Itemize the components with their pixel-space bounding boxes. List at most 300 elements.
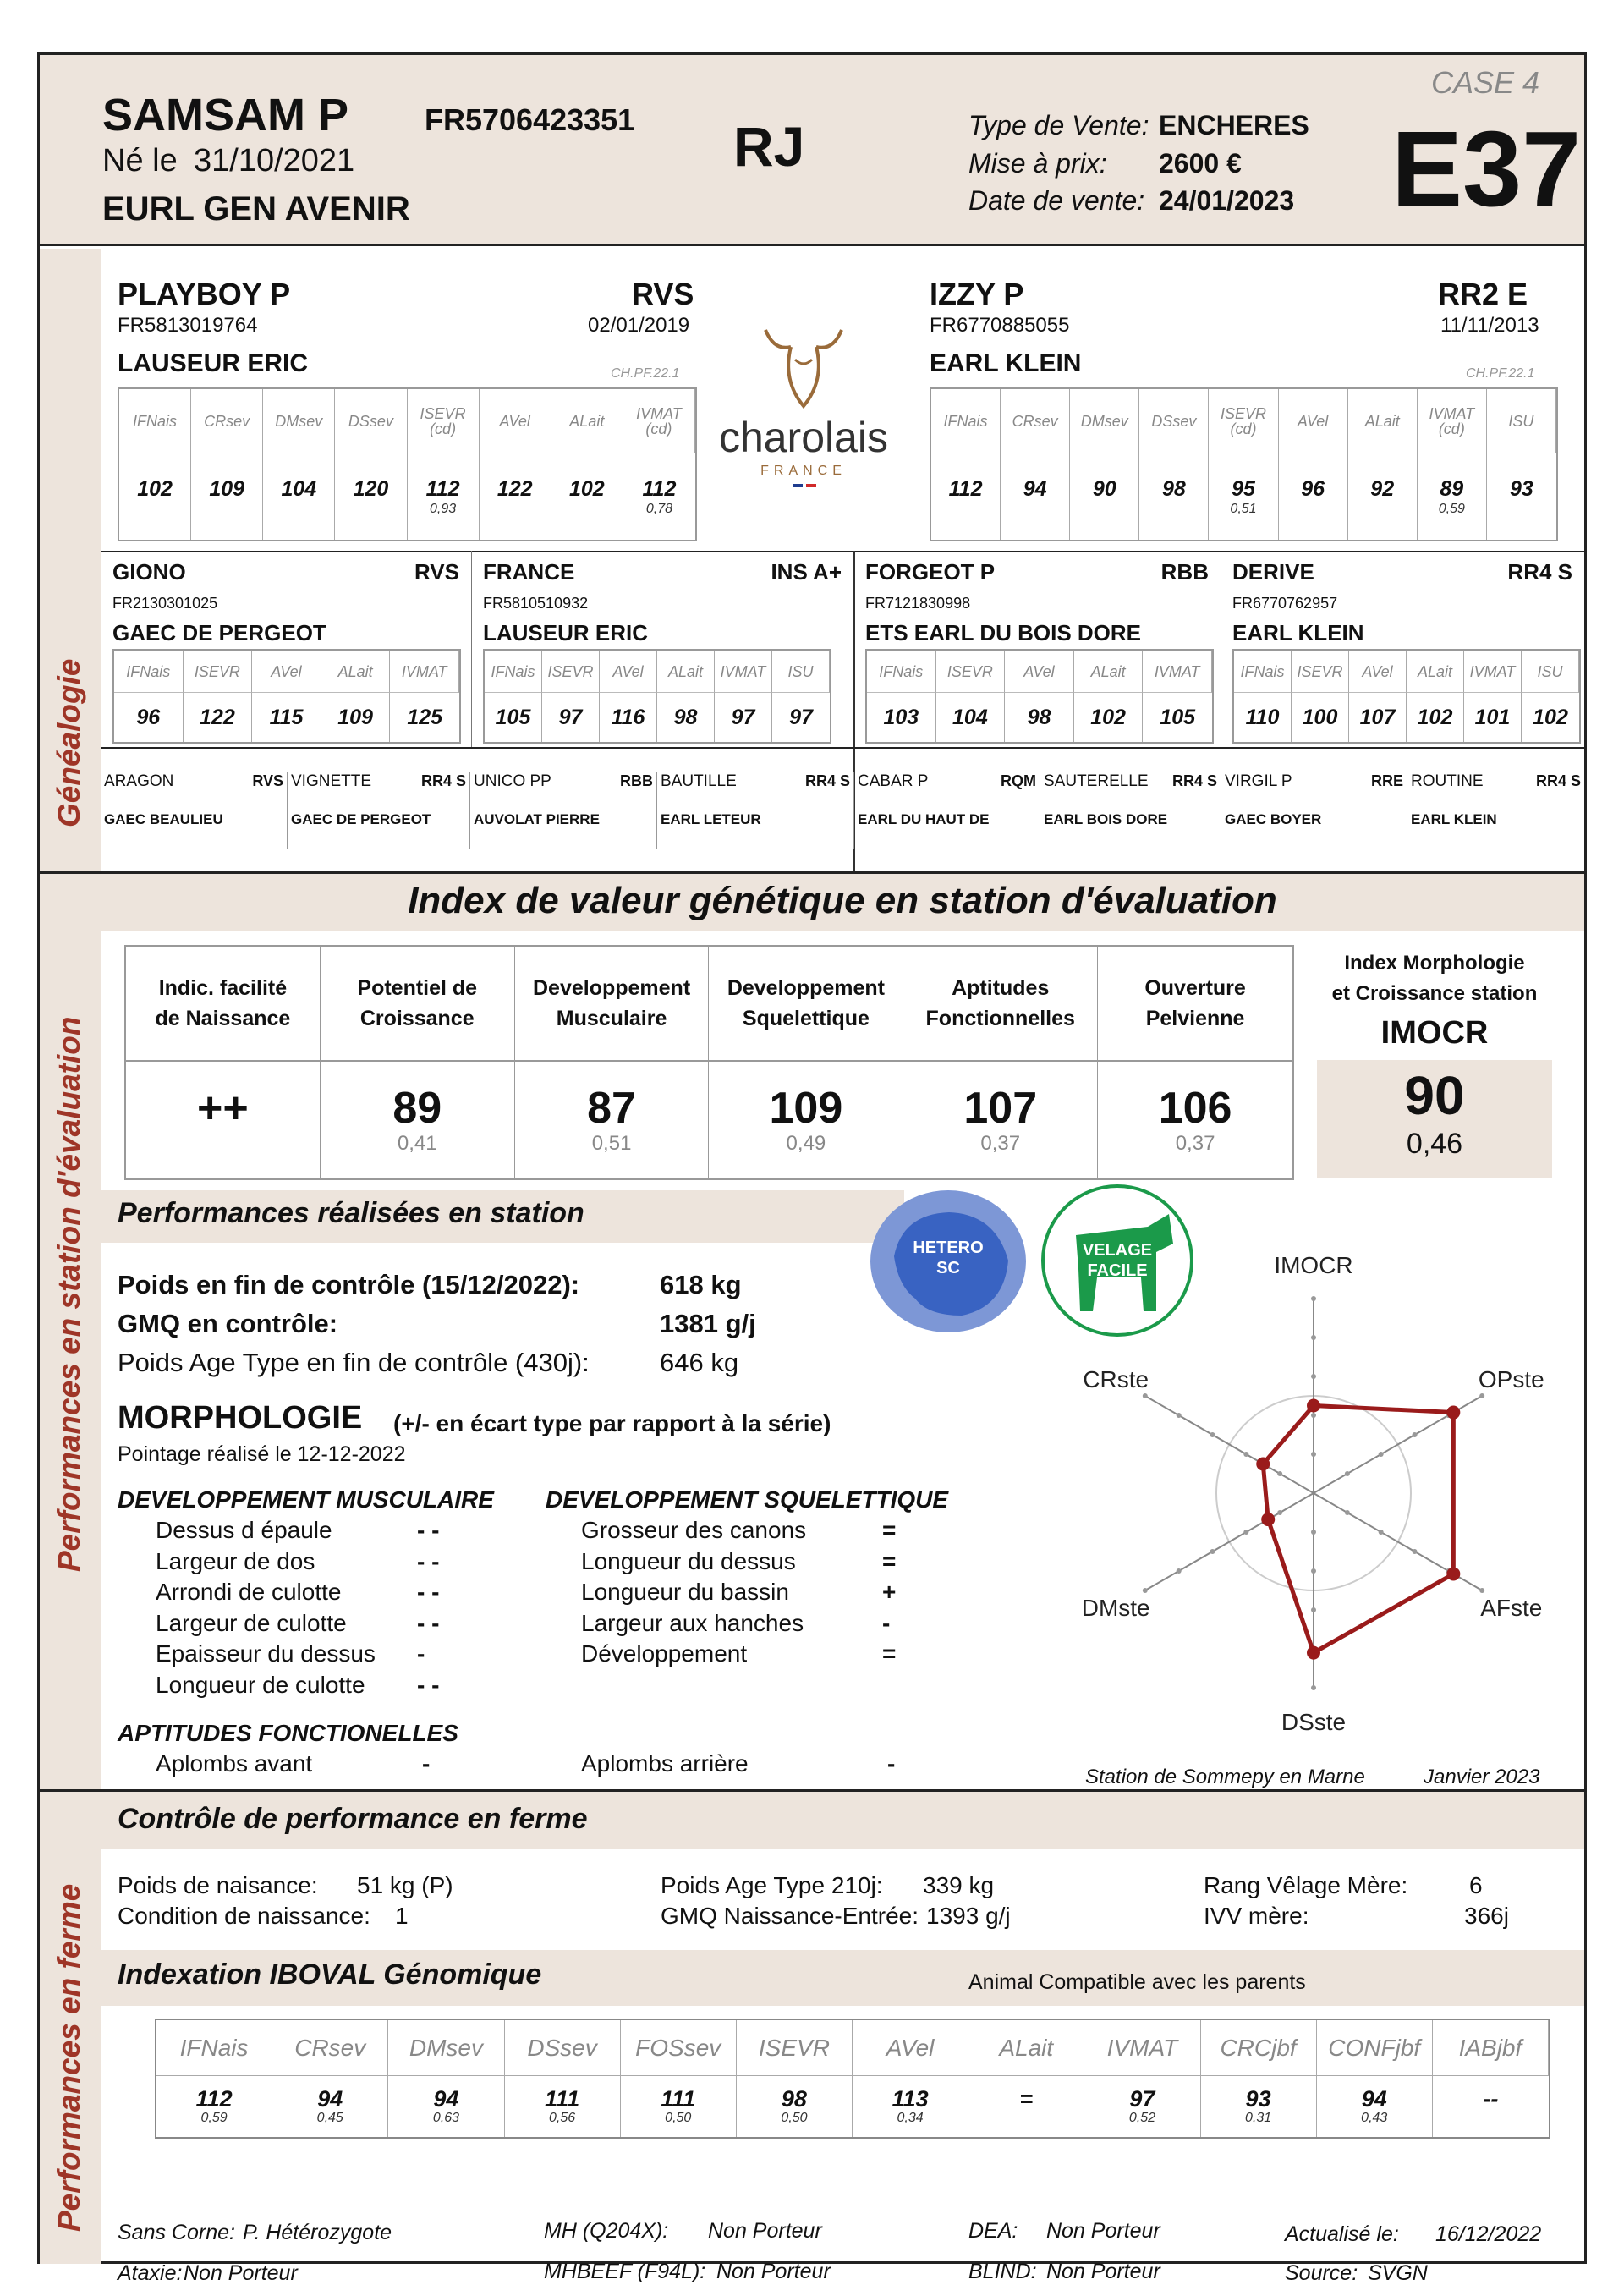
station-head: Potentiel de Croissance bbox=[321, 947, 515, 1062]
radar-tick bbox=[1243, 1452, 1248, 1457]
radar-tick bbox=[1479, 1393, 1484, 1398]
index-head bbox=[114, 651, 184, 693]
index-cell bbox=[408, 453, 480, 540]
index-head bbox=[1005, 651, 1074, 693]
perf-label: Poids en fin de contrôle (15/12/2022): bbox=[118, 1270, 580, 1299]
index-head bbox=[1001, 389, 1070, 453]
iboval-value: 112 bbox=[195, 2085, 233, 2112]
ferme-label: Condition de naissance: bbox=[118, 1903, 370, 1929]
radar-tick bbox=[1345, 1471, 1350, 1476]
iboval-table bbox=[155, 2019, 1550, 2139]
index-cell bbox=[1418, 453, 1487, 540]
morpho-value: + bbox=[882, 1579, 897, 1605]
index-cd bbox=[513, 502, 516, 517]
index-cell bbox=[1348, 453, 1418, 540]
morpho-value: - bbox=[417, 1640, 425, 1667]
index-head-label: IFNais bbox=[491, 662, 535, 680]
morpho-label: Largeur de culotte bbox=[156, 1609, 347, 1636]
morpho-label: Développement bbox=[581, 1640, 748, 1667]
index-cd bbox=[1311, 502, 1314, 517]
index-cd bbox=[369, 502, 372, 517]
gp-qualif: RR4 S bbox=[1507, 559, 1572, 585]
morpho-value: - - bbox=[417, 1671, 440, 1698]
radar-axis-label: AFste bbox=[1480, 1595, 1543, 1621]
index-cell bbox=[191, 453, 263, 540]
station-cd: 0,37 bbox=[980, 1132, 1021, 1155]
index-head bbox=[1074, 651, 1144, 693]
sire-ch: CH.PF.22.1 bbox=[611, 366, 680, 381]
iboval-cd: 0,63 bbox=[432, 2110, 459, 2125]
radar-point bbox=[1307, 1399, 1320, 1413]
iboval-head-label: ALait bbox=[999, 2034, 1054, 2061]
index-head-label: ALait bbox=[569, 412, 605, 430]
index-head-label: IFNais bbox=[1240, 662, 1285, 680]
iboval-head-label: AVel bbox=[886, 2034, 935, 2061]
date-label: Date de vente: bbox=[968, 185, 1145, 216]
morpho-value: = bbox=[882, 1517, 897, 1543]
ggp-owner: GAEC DE PERGEOT bbox=[291, 811, 431, 827]
ggp-cell bbox=[1040, 772, 1221, 849]
animal-name: SAMSAM P bbox=[102, 90, 349, 140]
morpho-label: Aplombs avant bbox=[156, 1750, 313, 1777]
gp-index-table bbox=[483, 649, 831, 744]
index-cell bbox=[1139, 453, 1209, 540]
ggp-cell bbox=[1221, 772, 1407, 849]
index-value: 102 bbox=[568, 476, 605, 501]
morpho-label: Grosseur des canons bbox=[581, 1517, 807, 1543]
ferme-label: IVV mère: bbox=[1204, 1903, 1309, 1929]
imocr-label: IMOCR bbox=[1380, 1015, 1489, 1051]
index-head bbox=[1418, 389, 1487, 453]
radar-point bbox=[1307, 1646, 1320, 1660]
index-value: 110 bbox=[1245, 705, 1280, 729]
index-value: 112 bbox=[642, 476, 677, 501]
index-head bbox=[551, 389, 623, 453]
radar-tick bbox=[1379, 1452, 1384, 1457]
ggp-cell bbox=[1407, 772, 1584, 849]
index-cell bbox=[772, 693, 830, 742]
station-name: Station de Sommepy en Marne bbox=[1085, 1766, 1365, 1788]
gp-qualif: RBB bbox=[1160, 559, 1209, 585]
index-head bbox=[931, 389, 1001, 453]
station-index-table bbox=[124, 945, 1294, 1180]
perf-title: Performances réalisées en station bbox=[118, 1197, 584, 1229]
ggp-name: CABAR P bbox=[858, 772, 929, 790]
index-cell bbox=[1464, 693, 1522, 742]
index-value: 101 bbox=[1474, 705, 1511, 729]
station-cell bbox=[126, 1062, 321, 1178]
index-head-label: AVel bbox=[1362, 662, 1393, 680]
radar-point bbox=[1446, 1567, 1460, 1580]
iboval-cd: 0,52 bbox=[1128, 2110, 1155, 2125]
index-cell bbox=[1209, 453, 1278, 540]
index-cd: 0,78 bbox=[645, 501, 672, 516]
iboval-value: 111 bbox=[545, 2085, 580, 2112]
logo-brand: charolais bbox=[718, 414, 889, 461]
ferme-value: 366j bbox=[1464, 1903, 1509, 1929]
iboval-cd bbox=[1489, 2111, 1492, 2126]
imocr-title: Index Morphologie et Croissance station bbox=[1331, 952, 1538, 1005]
morpho-value: = bbox=[882, 1547, 897, 1574]
radar-axis-label: DSste bbox=[1281, 1709, 1347, 1735]
radar-point bbox=[1256, 1458, 1270, 1471]
radar-tick bbox=[1210, 1432, 1215, 1437]
index-cell bbox=[1143, 693, 1212, 742]
hetero-text: HETERO SC bbox=[913, 1239, 984, 1277]
perf-label: Poids Age Type en fin de contrôle (430j): bbox=[118, 1348, 590, 1377]
index-cd: 0,59 bbox=[1438, 501, 1465, 516]
index-value: 89 bbox=[1440, 476, 1464, 501]
index-head-label: IFNais bbox=[879, 662, 924, 680]
iboval-head bbox=[1084, 2020, 1200, 2076]
iboval-value: 94 bbox=[317, 2085, 343, 2112]
iboval-cell bbox=[737, 2076, 853, 2137]
index-head bbox=[1292, 651, 1349, 693]
imocr-value: 90 bbox=[1404, 1065, 1465, 1126]
perf-label: GMQ en contrôle: bbox=[118, 1309, 338, 1338]
index-cell bbox=[480, 453, 551, 540]
radar-tick bbox=[1311, 1413, 1316, 1418]
station-band bbox=[40, 874, 101, 1789]
bull-head-icon bbox=[698, 313, 909, 415]
ferme-value: 6 bbox=[1469, 1872, 1483, 1898]
index-value: 96 bbox=[136, 705, 161, 729]
morpho-label: Largeur aux hanches bbox=[581, 1609, 804, 1636]
iboval-cell bbox=[1201, 2076, 1317, 2137]
index-cell bbox=[600, 693, 657, 742]
iboval-head bbox=[388, 2020, 504, 2076]
gp-name: GIONO bbox=[112, 559, 186, 585]
ferme-label: Performances en ferme bbox=[52, 1883, 86, 2232]
gp-owner: ETS EARL DU BOIS DORE bbox=[865, 620, 1142, 645]
index-head-label: ALait bbox=[667, 662, 704, 680]
ggp-owner: GAEC BOYER bbox=[1225, 811, 1322, 827]
iboval-value: 98 bbox=[781, 2085, 807, 2112]
dm-title: DEVELOPPEMENT MUSCULAIRE bbox=[118, 1486, 494, 1513]
certificate bbox=[37, 52, 1587, 2285]
imocr-cd: 0,46 bbox=[1406, 1128, 1463, 1160]
radar-tick bbox=[1143, 1393, 1148, 1398]
index-head bbox=[1279, 389, 1348, 453]
station-cd: 0,37 bbox=[1175, 1132, 1215, 1155]
animal-id: FR5706423351 bbox=[425, 102, 635, 137]
iboval-head bbox=[1201, 2020, 1317, 2076]
index-head-label: IVMAT bbox=[1469, 662, 1516, 680]
index-cell bbox=[390, 693, 459, 742]
index-head-label: DMsev bbox=[275, 412, 323, 430]
index-head bbox=[1209, 389, 1278, 453]
header bbox=[40, 55, 1584, 246]
lot-number: E37 bbox=[1391, 109, 1582, 228]
ferme-label: Poids de naisance: bbox=[118, 1872, 318, 1898]
ggp-cell bbox=[469, 772, 656, 849]
index-value: 100 bbox=[1302, 705, 1338, 729]
index-value: 97 bbox=[789, 705, 813, 729]
perf-value: 1381 g/j bbox=[660, 1309, 756, 1338]
station-date: Janvier 2023 bbox=[1424, 1766, 1540, 1788]
index-head-label: AVel bbox=[499, 412, 530, 430]
index-cd bbox=[1172, 502, 1176, 517]
index-value: 102 bbox=[137, 476, 173, 501]
station-value: 89 bbox=[392, 1084, 442, 1133]
station-head: Ouverture Pelvienne bbox=[1098, 947, 1292, 1062]
index-cd bbox=[1380, 502, 1384, 517]
gp-id: FR5810510932 bbox=[483, 595, 589, 612]
index-cell bbox=[321, 693, 391, 742]
radar-tick bbox=[1311, 1685, 1316, 1690]
index-cd: 0,93 bbox=[429, 501, 457, 516]
index-cd bbox=[585, 502, 589, 517]
ferme-label: GMQ Naissance-Entrée: bbox=[661, 1903, 919, 1929]
iboval-cd: 0,50 bbox=[781, 2110, 808, 2125]
footer-value: Non Porteur bbox=[708, 2219, 822, 2243]
index-head-label: ALait bbox=[1417, 662, 1453, 680]
iboval-head bbox=[272, 2020, 388, 2076]
radar-tick bbox=[1311, 1568, 1316, 1574]
index-cell bbox=[335, 453, 407, 540]
index-value: 93 bbox=[1510, 476, 1533, 501]
ggp-owner: AUVOLAT PIERRE bbox=[474, 811, 600, 827]
radar-tick bbox=[1177, 1568, 1182, 1574]
index-cell bbox=[1292, 693, 1349, 742]
iboval-value: 93 bbox=[1245, 2085, 1271, 2112]
station-cd bbox=[220, 1132, 226, 1156]
station-cell bbox=[515, 1062, 710, 1178]
iboval-cell bbox=[1433, 2076, 1549, 2137]
iboval-cell bbox=[388, 2076, 504, 2137]
iboval-title: Indexation IBOVAL Génomique bbox=[118, 1958, 542, 1991]
vente-label: Type de Vente: bbox=[968, 110, 1149, 140]
footer-value: SVGN bbox=[1368, 2261, 1428, 2285]
ferme-value: 339 kg bbox=[923, 1872, 995, 1898]
iboval-value: 94 bbox=[433, 2085, 459, 2112]
index-head-label: ALait bbox=[337, 662, 373, 680]
index-cell bbox=[184, 693, 253, 742]
index-head-label: ISU bbox=[787, 662, 814, 680]
flag-red bbox=[806, 484, 816, 487]
index-cd bbox=[297, 502, 300, 517]
radar-axis-label: CRste bbox=[1083, 1366, 1149, 1392]
iboval-head bbox=[1317, 2020, 1433, 2076]
dam-date: 11/11/2013 bbox=[1440, 314, 1539, 337]
gp-index-table bbox=[1232, 649, 1581, 744]
morpho-label: Longueur du bassin bbox=[581, 1579, 789, 1605]
radar-chart bbox=[1012, 1222, 1554, 1832]
iboval-head-label: FOSsev bbox=[635, 2034, 721, 2061]
ggp-cell bbox=[853, 772, 1040, 849]
born-date: 31/10/2021 bbox=[194, 143, 355, 179]
iboval-head-label: ISEVR bbox=[758, 2034, 830, 2061]
breeder-name: EURL GEN AVENIR bbox=[102, 190, 410, 228]
radar-axis bbox=[1145, 1396, 1314, 1493]
sire-owner: LAUSEUR ERIC bbox=[118, 349, 309, 377]
index-value: 98 bbox=[1027, 705, 1051, 729]
iboval-cd: 0,43 bbox=[1361, 2110, 1388, 2125]
index-head-label: DSsev bbox=[1151, 412, 1197, 430]
index-head bbox=[657, 651, 715, 693]
index-cd bbox=[1033, 502, 1036, 517]
morpho-value: - bbox=[422, 1750, 431, 1777]
station-cell bbox=[321, 1062, 515, 1178]
divider bbox=[101, 551, 1584, 552]
index-head bbox=[1464, 651, 1522, 693]
station-head: Aptitudes Fonctionnelles bbox=[903, 947, 1098, 1062]
index-head-label: ISU bbox=[1537, 662, 1563, 680]
index-head bbox=[1349, 651, 1407, 693]
iboval-head bbox=[968, 2020, 1084, 2076]
index-head bbox=[867, 651, 936, 693]
footer-label: MH (Q204X): bbox=[544, 2219, 669, 2243]
index-head-label: AVel bbox=[612, 662, 644, 680]
born-label: Né le bbox=[102, 143, 178, 179]
footer-label: DEA: bbox=[968, 2219, 1018, 2243]
ggp-qualif: RRE bbox=[1370, 772, 1403, 789]
footer-label: MHBEEF (F94L): bbox=[544, 2260, 706, 2283]
station-head: Developpement Musculaire bbox=[515, 947, 710, 1062]
prix-value: 2600 € bbox=[1159, 148, 1242, 179]
index-head bbox=[623, 389, 695, 453]
morpho-label: Largeur de dos bbox=[156, 1547, 315, 1574]
iboval-cd bbox=[1024, 2111, 1028, 2126]
morpho-value: - bbox=[882, 1609, 891, 1636]
index-head bbox=[191, 389, 263, 453]
ggp-name: VIRGIL P bbox=[1225, 772, 1292, 790]
index-cd bbox=[1520, 502, 1523, 517]
morpho-label: Longueur de culotte bbox=[156, 1671, 365, 1698]
morpho-value: - bbox=[887, 1750, 896, 1777]
iboval-head-label: IVMAT bbox=[1106, 2034, 1178, 2061]
index-head bbox=[1487, 389, 1556, 453]
index-value: 103 bbox=[883, 705, 919, 729]
footer-label: Source: bbox=[1285, 2261, 1358, 2285]
iboval-cell bbox=[1317, 2076, 1433, 2137]
footer-label: BLIND: bbox=[968, 2260, 1037, 2283]
dam-id: FR6770885055 bbox=[930, 314, 1070, 337]
iboval-cd: 0,45 bbox=[316, 2110, 343, 2125]
index-head bbox=[1348, 389, 1418, 453]
index-cell bbox=[1407, 693, 1464, 742]
index-head bbox=[1143, 651, 1212, 693]
radar-tick bbox=[1311, 1296, 1316, 1301]
station-cell bbox=[1098, 1062, 1292, 1178]
iboval-cell bbox=[505, 2076, 621, 2137]
morpho-label: Dessus d épaule bbox=[156, 1517, 332, 1543]
index-cell bbox=[1005, 693, 1074, 742]
ggp-qualif: RQM bbox=[1001, 772, 1036, 789]
ferme-title: Contrôle de performance en ferme bbox=[118, 1803, 588, 1835]
index-head bbox=[1522, 651, 1579, 693]
morpho-value: - - bbox=[417, 1517, 440, 1543]
index-value: 92 bbox=[1370, 476, 1395, 501]
index-value: 98 bbox=[1161, 476, 1186, 501]
iboval-head bbox=[1433, 2020, 1549, 2076]
radar-series bbox=[1263, 1406, 1453, 1653]
index-value: 109 bbox=[209, 476, 245, 501]
iboval-head-label: CONFjbf bbox=[1328, 2034, 1421, 2061]
iboval-cell bbox=[968, 2076, 1084, 2137]
index-value: 97 bbox=[558, 705, 583, 729]
iboval-cell bbox=[156, 2076, 272, 2137]
radar-tick bbox=[1479, 1588, 1484, 1593]
prix-label: Mise à prix: bbox=[968, 148, 1107, 179]
gp-id: FR2130301025 bbox=[112, 595, 218, 612]
imocr-box bbox=[1317, 1060, 1552, 1178]
station-title: Index de valeur génétique en station d'évaluation bbox=[408, 880, 1277, 921]
index-cell bbox=[715, 693, 772, 742]
ggp-name: ARAGON bbox=[104, 772, 174, 790]
gp-name: DERIVE bbox=[1232, 559, 1314, 585]
iboval-head-label: IABjbf bbox=[1458, 2034, 1522, 2061]
gp-id: FR7121830998 bbox=[865, 595, 971, 612]
ferme-band bbox=[40, 1792, 101, 2264]
ggp-owner: GAEC BEAULIEU bbox=[104, 811, 223, 827]
index-cell bbox=[936, 693, 1006, 742]
ggp-owner: EARL KLEIN bbox=[1411, 811, 1497, 827]
morpho-label: Longueur du dessus bbox=[581, 1547, 796, 1574]
index-head bbox=[1234, 651, 1292, 693]
index-cell bbox=[1487, 453, 1556, 540]
perf-value: 646 kg bbox=[660, 1348, 739, 1377]
af-title: APTITUDES FONCTIONELLES bbox=[118, 1720, 458, 1746]
sire-id: FR5813019764 bbox=[118, 314, 258, 337]
radar-axis-label: IMOCR bbox=[1274, 1252, 1353, 1278]
divider bbox=[471, 551, 472, 747]
index-head-label: AVel bbox=[271, 662, 302, 680]
genealogie-band bbox=[40, 249, 101, 871]
ggp-qualif: RBB bbox=[620, 772, 653, 789]
gp-id: FR6770762957 bbox=[1232, 595, 1338, 612]
ggp-qualif: RR4 S bbox=[804, 772, 850, 789]
index-cell bbox=[551, 453, 623, 540]
radar-tick bbox=[1311, 1335, 1316, 1340]
index-head-label: ISEVR (cd) bbox=[420, 404, 466, 437]
hetero-badge bbox=[869, 1189, 1028, 1334]
index-value: 107 bbox=[1359, 705, 1396, 729]
radar-tick bbox=[1277, 1471, 1282, 1476]
index-head-label: CRsev bbox=[204, 412, 250, 430]
ggp-name: ROUTINE bbox=[1411, 772, 1484, 790]
index-cell bbox=[252, 693, 321, 742]
index-cell bbox=[1279, 453, 1348, 540]
index-cell bbox=[1522, 693, 1579, 742]
charolais-logo bbox=[698, 313, 909, 541]
station-value: 87 bbox=[587, 1084, 636, 1133]
index-value: 122 bbox=[497, 476, 533, 501]
dam-index-table bbox=[930, 387, 1558, 541]
gp-index-table bbox=[865, 649, 1214, 744]
iboval-value: 94 bbox=[1361, 2085, 1387, 2112]
index-value: 102 bbox=[1417, 705, 1453, 729]
index-cell bbox=[114, 693, 184, 742]
index-head bbox=[335, 389, 407, 453]
qualification: RJ bbox=[733, 115, 805, 178]
morpho-value: = bbox=[882, 1640, 897, 1667]
radar-tick bbox=[1311, 1452, 1316, 1457]
iboval-cell bbox=[853, 2076, 968, 2137]
index-value: 96 bbox=[1301, 476, 1325, 501]
iboval-head-label: IFNais bbox=[179, 2034, 249, 2061]
gp-qualif: INS A+ bbox=[771, 559, 842, 585]
footer-value: Non Porteur bbox=[1046, 2219, 1160, 2243]
ggp-name: SAUTERELLE bbox=[1044, 772, 1149, 790]
radar-tick bbox=[1345, 1510, 1350, 1515]
radar-tick bbox=[1277, 1510, 1282, 1515]
footer-label: Ataxie: bbox=[118, 2261, 183, 2285]
index-value: 112 bbox=[948, 476, 983, 501]
index-head-label: ALait bbox=[1090, 662, 1126, 680]
radar-tick bbox=[1243, 1530, 1248, 1535]
station-cd: 0,49 bbox=[786, 1132, 826, 1155]
